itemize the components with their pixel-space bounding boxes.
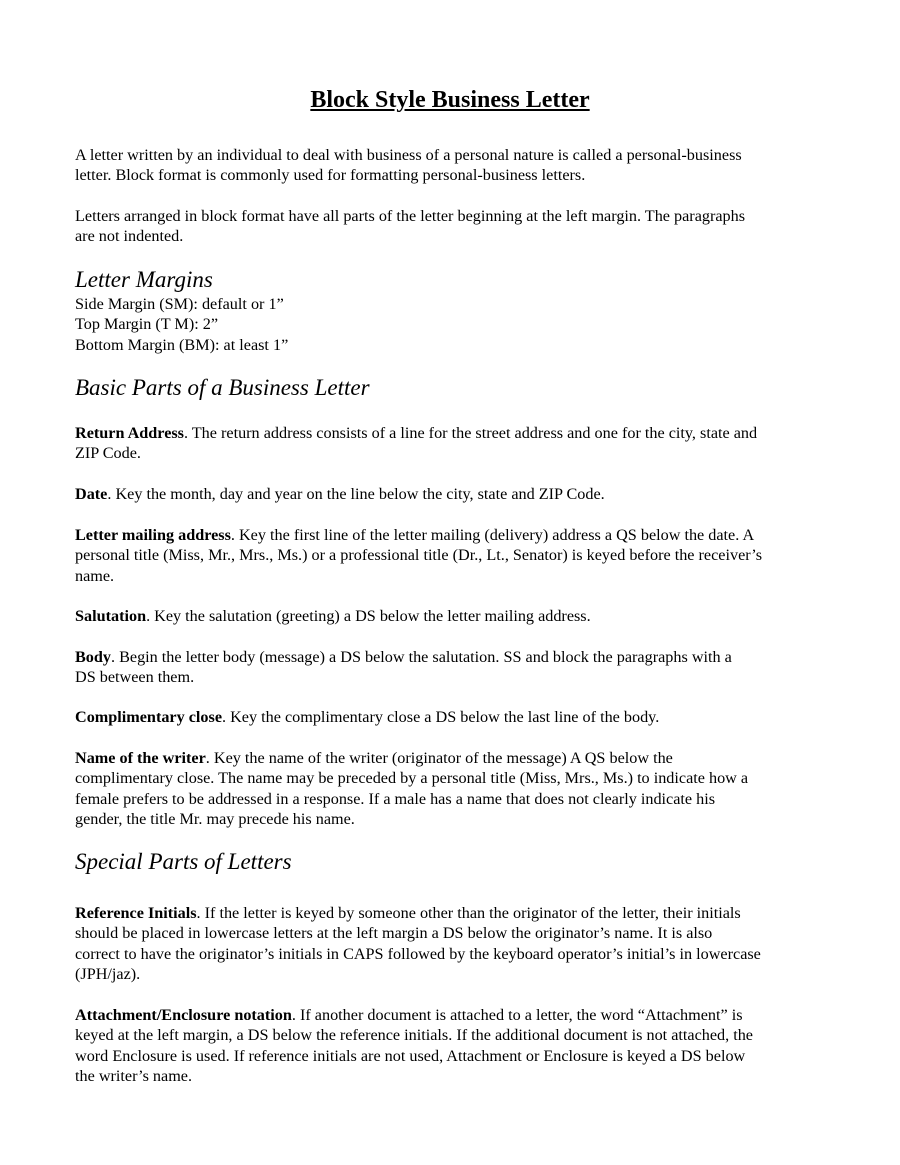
- part-date: [75, 484, 835, 504]
- part-name-of-writer: [75, 748, 835, 829]
- block-format-line-2: are not indented.: [75, 227, 184, 246]
- part-text-line: DS between them.: [75, 668, 195, 687]
- part-text-line: word Enclosure is used. If reference initials are not used, Attachment or Enclosure is keyed a DS below: [75, 1046, 746, 1065]
- letter-margins-heading: Letter Margins: [75, 267, 213, 292]
- part-text-line: personal title (Miss, Mr., Mrs., Ms.) or a professional title (Dr., Lt., Senator) is keyed before the receiver’s: [75, 546, 763, 565]
- part-label: Body: [75, 648, 111, 666]
- part-label: Return Address: [75, 424, 184, 442]
- part-letter-mailing-address: [75, 525, 835, 586]
- part-label: Salutation: [75, 607, 147, 625]
- part-text-line: (JPH/jaz).: [75, 964, 141, 983]
- intro-paragraph: [75, 145, 835, 186]
- block-format-line-1: Letters arranged in block format have all parts of the letter beginning at the left margin. The paragraphs: [75, 207, 746, 225]
- part-text: . If another document is attached to a letter, the word “Attachment” is: [291, 1006, 743, 1024]
- part-reference-initials: [75, 903, 835, 984]
- document-title: Block Style Business Letter: [310, 87, 590, 113]
- part-text: . Key the complimentary close a DS below the last line of the body.: [222, 708, 660, 726]
- part-label: Name of the writer: [75, 749, 206, 767]
- part-text-line: ZIP Code.: [75, 444, 141, 463]
- part-text-line: should be placed in lowercase letters at the left margin a DS below the originator’s name. It is also: [75, 924, 713, 943]
- part-salutation: [75, 606, 835, 626]
- part-return-address: [75, 423, 835, 464]
- part-text-line: complimentary close. The name may be preceded by a personal title (Miss, Mrs., Ms.) to indicate how a: [75, 769, 749, 788]
- part-label: Reference Initials: [75, 904, 197, 922]
- part-body: [75, 647, 835, 688]
- part-text: . Begin the letter body (message) a DS below the salutation. SS and block the paragraphs with a: [111, 648, 732, 666]
- intro-line-1: A letter written by an individual to deal with business of a personal nature is called a personal-business: [75, 146, 742, 164]
- part-text: . Key the month, day and year on the line below the city, state and ZIP Code.: [107, 485, 605, 503]
- part-attachment-enclosure: [75, 1005, 835, 1086]
- part-text-line: female prefers to be addressed in a response. If a male has a name that does not clearly indicate his: [75, 789, 716, 808]
- intro-line-2: letter. Block format is commonly used for formatting personal-business letters.: [75, 166, 586, 185]
- part-text-line: name.: [75, 566, 115, 585]
- part-text-line: keyed at the left margin, a DS below the reference initials. If the additional document is not attached, the: [75, 1026, 753, 1045]
- part-label: Complimentary close: [75, 708, 223, 726]
- part-text: . Key the salutation (greeting) a DS below the letter mailing address.: [146, 607, 591, 625]
- special-parts-heading: Special Parts of Letters: [75, 849, 292, 874]
- part-complimentary-close: [75, 707, 835, 727]
- part-text: . Key the first line of the letter mailing (delivery) address a QS below the date. A: [230, 526, 755, 544]
- part-label: Letter mailing address: [75, 526, 231, 544]
- part-text-line: correct to have the originator’s initials in CAPS followed by the keyboard operator’s initial’s in lowercase: [75, 944, 761, 963]
- margins-list: [75, 294, 835, 355]
- block-format-paragraph: [75, 206, 835, 247]
- margin-bottom: Bottom Margin (BM): at least 1”: [75, 335, 289, 354]
- part-text: . Key the name of the writer (originator of the message) A QS below the: [205, 749, 673, 767]
- part-label: Date: [75, 485, 108, 503]
- part-text: . If the letter is keyed by someone other than the originator of the letter, their initials: [196, 904, 741, 922]
- part-label: Attachment/Enclosure notation: [75, 1006, 292, 1024]
- part-text: . The return address consists of a line for the street address and one for the city, state and: [183, 424, 758, 442]
- part-text-line: the writer’s name.: [75, 1066, 193, 1085]
- margin-top: Top Margin (T M): 2”: [75, 315, 219, 334]
- basic-parts-heading: Basic Parts of a Business Letter: [75, 375, 370, 400]
- margin-side: Side Margin (SM): default or 1”: [75, 295, 284, 313]
- part-text-line: gender, the title Mr. may precede his name.: [75, 809, 355, 828]
